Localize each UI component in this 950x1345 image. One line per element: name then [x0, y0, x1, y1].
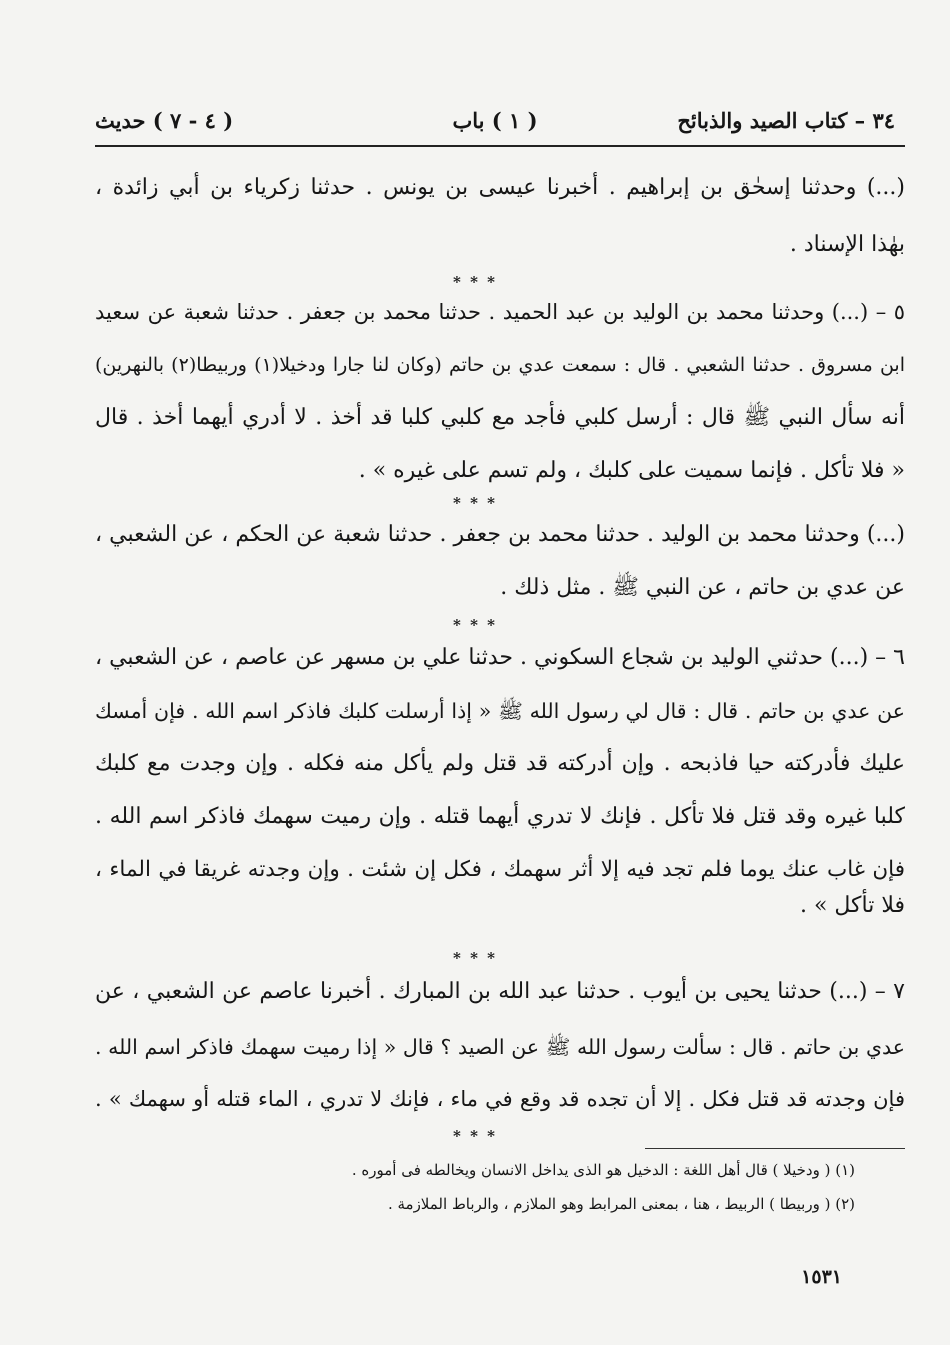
- hadith-text-line: ٧ – (...) حدثنا يحيى بن أيوب . حدثنا عبد الله بن المبارك . أخبرنا عاصم عن الشعبي ، عن: [95, 979, 905, 1004]
- hadith-text-line: (...) وحدثنا محمد بن الوليد . حدثنا محمد بن جعفر . حدثنا شعبة عن الحكم ، عن الشعبي ،: [95, 522, 905, 547]
- hadith-text-line: عن عدي بن حاتم . قال : قال لي رسول الله ﷺ « إذا أرسلت كلبك فاذكر اسم الله . فإن أمسك: [95, 699, 905, 723]
- section-separator: * * *: [453, 494, 497, 512]
- hadith-text-line: فإن وجدته قد قتل فكل . إلا أن تجده قد وقع في ماء ، فإنك لا تدري ، الماء قتله أو سهمك » .: [95, 1087, 905, 1111]
- section-separator: * * *: [453, 616, 497, 634]
- footnote: (١) ( ودخيلا ) قال أهل اللغة : الدخيل هو الذى يداخل الانسان ويخالطه فى أموره .: [351, 1161, 855, 1179]
- hadith-text-line: (...) وحدثنا إسحٰق بن إبراهيم . أخبرنا عيسى بن يونس . حدثنا زكرياء بن أبي زائدة ،: [95, 175, 905, 200]
- section-separator: * * *: [453, 273, 497, 291]
- header-divider: [95, 145, 905, 147]
- hadith-text-line: ٥ – (...) وحدثنا محمد بن الوليد بن عبد الحميد . حدثنا محمد بن جعفر . حدثنا شعبة عن سعيد: [95, 300, 905, 324]
- hadith-range: ( ٤ - ٧ ) حديث: [95, 108, 234, 133]
- hadith-text-line: فإن غاب عنك يوما فلم تجد فيه إلا أثر سهمك ، فكل إن شئت . وإن وجدته غريقا في الماء ،: [95, 857, 905, 882]
- hadith-text-line: كلبا غيره وقد قتل فلا تأكل . فإنك لا تدري أيهما قتله . وإن رميت سهمك فاذكر اسم الله .: [95, 804, 905, 829]
- hadith-text-line: بهٰذا الإسناد .: [789, 232, 905, 257]
- section-separator: * * *: [453, 949, 497, 967]
- hadith-text-line: عدي بن حاتم . قال : سألت رسول الله ﷺ عن الصيد ؟ قال « إذا رميت سهمك فاذكر اسم الله .: [95, 1035, 905, 1059]
- hadith-text-line: أنه سأل النبي ﷺ قال : أرسل كلبي فأجد مع كلبي كلبا قد أخذ . لا أدري أيهما أخذ . قال: [95, 405, 905, 430]
- chapter-label: ( ١ ) باب: [452, 108, 538, 133]
- hadith-text-line: « فلا تأكل . فإنما سميت على كلبك ، ولم تسم على غيره » .: [358, 458, 905, 483]
- page-number: ١٥٣١: [801, 1266, 842, 1288]
- hadith-text-line: فلا تأكل » .: [799, 893, 905, 918]
- hadith-text-line: ٦ – (...) حدثني الوليد بن شجاع السكوني . حدثنا علي بن مسهر عن عاصم ، عن الشعبي ،: [95, 645, 905, 670]
- hadith-text-line: عليك فأدركته حيا فاذبحه . وإن أدركته قد قتل ولم يأكل منه فكله . وإن وجدت مع كلبك: [95, 751, 905, 776]
- hadith-text-line: ابن مسروق . حدثنا الشعبي . قال : سمعت عدي بن حاتم (وكان لنا جارا ودخيلا(١) وربيطا(٢) بالنهرين): [95, 354, 905, 376]
- section-separator: * * *: [453, 1127, 497, 1145]
- hadith-text-line: عن عدي بن حاتم ، عن النبي ﷺ . مثل ذلك .: [500, 575, 905, 600]
- footnote: (٢) ( وربيطا ) الربيط ، هنا ، بمعنى المرابط وهو الملازم ، والرباط الملازمة .: [387, 1195, 855, 1213]
- book-title: ٣٤ – كتاب الصيد والذبائح: [677, 108, 895, 133]
- running-header: [95, 104, 895, 140]
- footnote-divider: [645, 1148, 905, 1149]
